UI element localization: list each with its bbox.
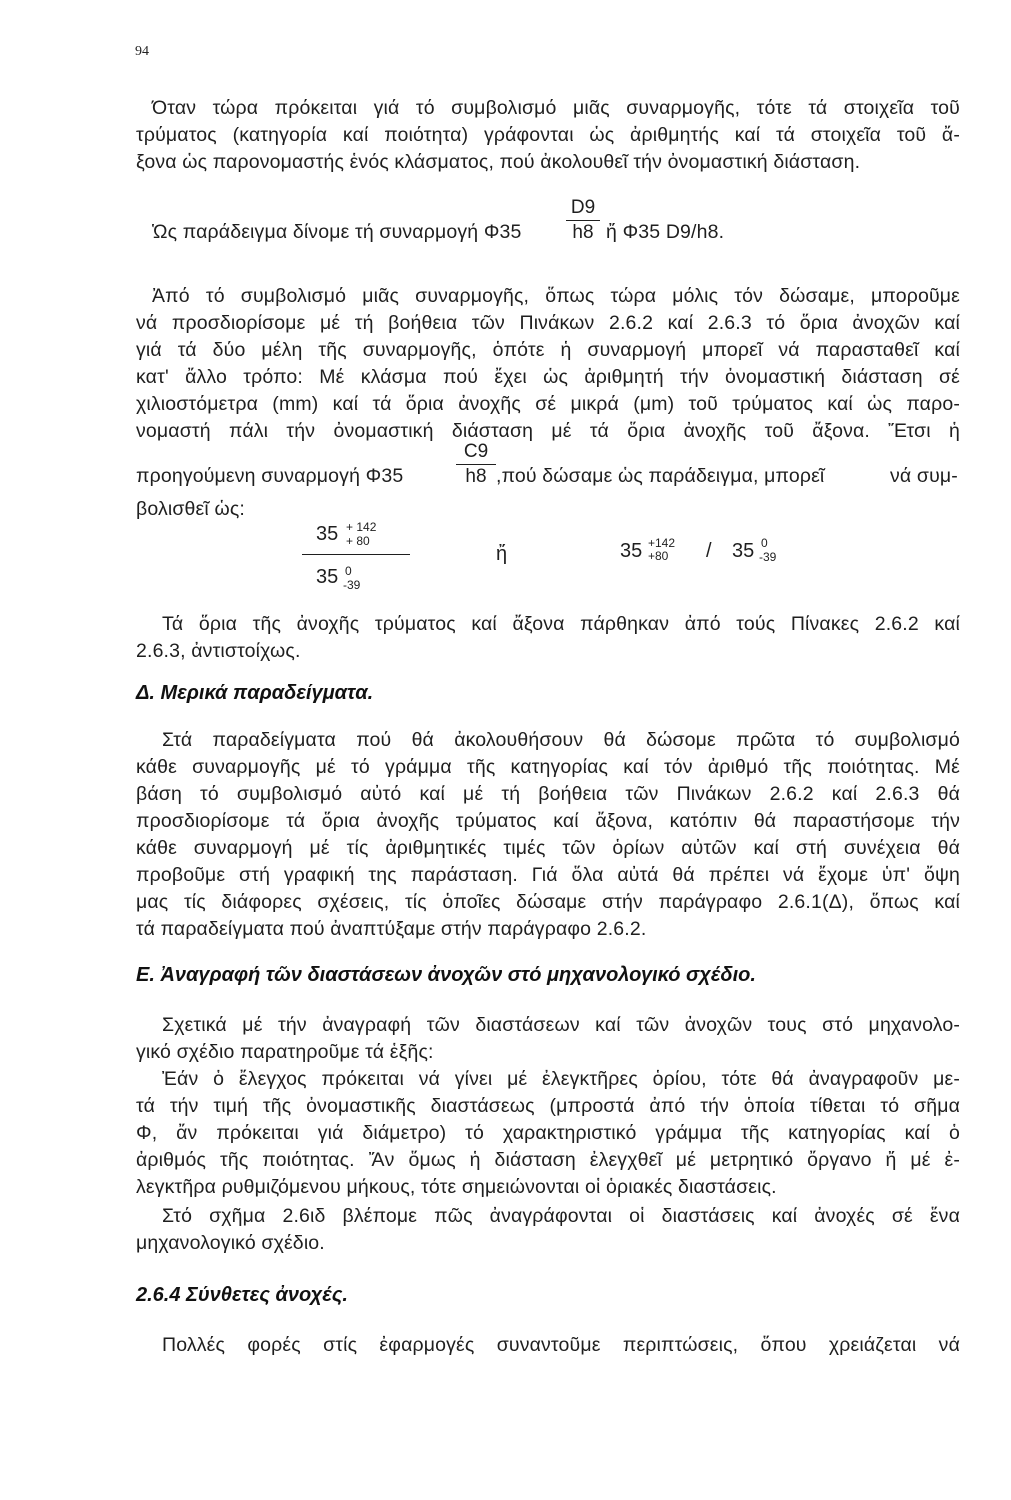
inline-shaft-upper: 0 xyxy=(761,536,768,550)
example2-numerator: C9 xyxy=(463,441,489,462)
example2-fraction xyxy=(456,442,496,487)
para4-line-5: κάθε συναρμογή μέ τίς ἀριθμητικές τιμές τῶν ὁρίων αὐτῶν καί στή συνέχεια θά xyxy=(136,837,960,859)
example1-denominator: h8 xyxy=(572,222,594,243)
tolerance-hole-base: 35 xyxy=(316,523,339,545)
inline-slash: / xyxy=(706,540,712,562)
inline-hole-lower: +80 xyxy=(648,549,669,563)
example1-fraction-bar xyxy=(566,220,600,221)
example1-numerator: D9 xyxy=(570,197,596,218)
example2-fraction-bar xyxy=(456,464,496,465)
para5-line-1: Σχετικά μέ τήν ἀναγραφή τῶν διαστάσεων καί τῶν ἀνοχῶν τους στό μηχανολο- xyxy=(162,1014,960,1036)
heading-e: Ε. Ἀναγραφή τῶν διαστάσεων ἀνοχῶν στό μηχανολογικό σχέδιο. xyxy=(136,964,756,986)
para4-line-3: βάση τό συμβολισμό αὐτό καί μέ τή βοήθεια τῶν Πινάκων 2.6.2 καί 2.6.3 θά xyxy=(136,783,960,805)
para6-line-1: Πολλές φορές στίς ἐφαρμογές συναντοῦμε περιπτώσεις, ὅπου χρειάζεται νά xyxy=(162,1334,960,1356)
inline-shaft-base: 35 xyxy=(732,540,755,562)
para4-line-1: Στά παραδείγματα πού θά ἀκολουθήσουν θά δώσομε πρῶτα τό συμβολισμό xyxy=(162,729,960,751)
para4-line-8: τά παραδείγματα πού ἀναπτύξαμε στήν παράγραφο 2.6.2. xyxy=(136,918,647,940)
example2-suffix: ,πού δώσαμε ὡς παράδειγμα, μπορεῖ xyxy=(496,465,825,487)
tolerance-fraction-bar xyxy=(302,554,410,555)
para4-line-4: προσδιορίσομε τά ὅρια ἀνοχῆς τρύματος καί ἄξονα, κατόπιν θά παραστήσομε τήν xyxy=(136,810,960,832)
para5-line-7: λεγκτῆρα ρυθμιζόμενου μήκους, τότε σημειώνονται οἱ ὁριακές διαστάσεις. xyxy=(136,1176,777,1198)
para5-line-9: μηχανολογικό σχέδιο. xyxy=(136,1232,325,1254)
tolerance-hole-lower: + 80 xyxy=(346,534,370,548)
para5-line-4: τά τήν τιμή τῆς ὀνομαστικῆς διαστάσεως (μπροστά ἀπό τήν ὁποία τίθεται τό σῆμα xyxy=(136,1095,960,1117)
intro-line-2: τρύματος (κατηγορία καί ποιότητα) γράφονται ὡς ἀριθμητής καί τά στοιχεῖα τοῦ ἄ- xyxy=(136,124,960,146)
para5-line-6: ἀριθμός τῆς ποιότητας. Ἄν ὅμως ἡ διάσταση ἐλεγχθεῖ μέ μετρητικό ὄργανο ἤ μέ ἐ- xyxy=(136,1149,960,1171)
intro-line-1: Όταν τώρα πρόκειται γιά τό συμβολισμό μιᾶς συναρμογῆς, τότε τά στοιχεῖα τοῦ xyxy=(152,97,960,119)
tolerance-shaft-base: 35 xyxy=(316,566,339,588)
page-number: 94 xyxy=(135,44,149,59)
example1-fraction xyxy=(566,198,600,243)
para5-line-8: Στό σχῆμα 2.6ιδ βλέπομε πῶς ἀναγράφονται οἱ διαστάσεις καί ἀνοχές σέ ἕνα xyxy=(162,1205,960,1227)
para5-line-3: Ἐάν ὁ ἔλεγχος πρόκειται νά γίνει μέ ἐλεγκτῆρες ὁρίου, τότε θά ἀναγραφοῦν με- xyxy=(162,1068,960,1090)
example1-suffix: ἤ Φ35 D9/h8. xyxy=(606,221,725,243)
inline-hole-upper: +142 xyxy=(648,536,676,550)
example2-suffix-end: νά συμ- xyxy=(890,465,958,487)
example2-prefix: προηγούμενη συναρμογή Φ35 xyxy=(136,465,404,487)
example2-line-2: βολισθεῖ ὡς: xyxy=(136,498,245,520)
para2-line-4: κατ' ἄλλο τρόπο: Μέ κλάσμα πού ἔχει ὡς ἀριθμητή τήν ὀνομαστική διάσταση σέ xyxy=(136,366,960,388)
intro-line-3: ξονα ὡς παρονομαστής ἑνός κλάσματος, πού ἀκολουθεῖ τήν ὀνομαστική διάσταση. xyxy=(136,151,861,173)
para5-line-5: Φ, ἄν πρόκειται γιά διάμετρο) τό χαρακτηριστικό γράμμα τῆς κατηγορίας καί ὁ xyxy=(136,1122,960,1144)
inline-shaft-lower: -39 xyxy=(759,550,777,564)
example2-denominator: h8 xyxy=(465,466,487,487)
para3-line-1: Τά ὅρια τῆς ἀνοχῆς τρύματος καί ἄξονα πάρθηκαν ἀπό τούς Πίνακες 2.6.2 καί xyxy=(162,613,960,635)
heading-d: Δ. Μερικά παραδείγματα. xyxy=(136,682,374,704)
heading-2-6-4: 2.6.4 Σύνθετες ἀνοχές. xyxy=(136,1284,348,1306)
tolerance-or-word: ἤ xyxy=(496,543,508,565)
inline-hole-base: 35 xyxy=(620,540,643,562)
tolerance-shaft-upper: 0 xyxy=(345,564,352,578)
para2-line-2: νά προσδιορίσομε μέ τή βοήθεια τῶν Πινάκων 2.6.2 καί 2.6.3 τό ὅρια ἀνοχῶν καί xyxy=(136,312,960,334)
para2-line-6: νομαστή πάλι τήν ὀνομαστική διάσταση μέ τά ὅρια ἀνοχῆς τοῦ ἄξονα. Ἔτσι ἡ xyxy=(136,420,960,442)
para2-line-3: γιά τά δύο μέλη τῆς συναρμογῆς, ὁπότε ἡ συναρμογή μπορεῖ νά παρασταθεῖ καί xyxy=(136,339,960,361)
tolerance-shaft-lower: -39 xyxy=(343,578,361,592)
para2-line-5: χιλιοστόμετρα (mm) καί τά ὅρια ἀνοχῆς σέ μικρά (μm) τοῦ τρύματος καί ὡς παρο- xyxy=(136,393,960,415)
para3-line-2: 2.6.3, ἀντιστοίχως. xyxy=(136,640,301,662)
example1-prefix: Ὡς παράδειγμα δίνομε τή συναρμογή Φ35 xyxy=(152,221,522,243)
tolerance-hole-upper: + 142 xyxy=(346,520,377,534)
para4-line-7: μας τίς διάφορες σχέσεις, τίς ὁποῖες δώσαμε στήν παράγραφο 2.6.1(Δ), ὅπως καί xyxy=(136,891,960,913)
para2-line-1: Ἀπό τό συμβολισμό μιᾶς συναρμογῆς, ὅπως τώρα μόλις τόν δώσαμε, μποροῦμε xyxy=(152,285,960,307)
para4-line-6: προβοῦμε στή γραφική της παράσταση. Γιά ὅλα αὐτά θά πρέπει νά ἔχομε ὑπ' ὄψη xyxy=(136,864,960,886)
para5-line-2: γικό σχέδιο παρατηροῦμε τά ἑξῆς: xyxy=(136,1041,434,1063)
para4-line-2: κάθε συναρμογῆς μέ τό γράμμα τῆς κατηγορίας καί τόν ἀριθμό τῆς ποιότητας. Μέ xyxy=(136,756,960,778)
